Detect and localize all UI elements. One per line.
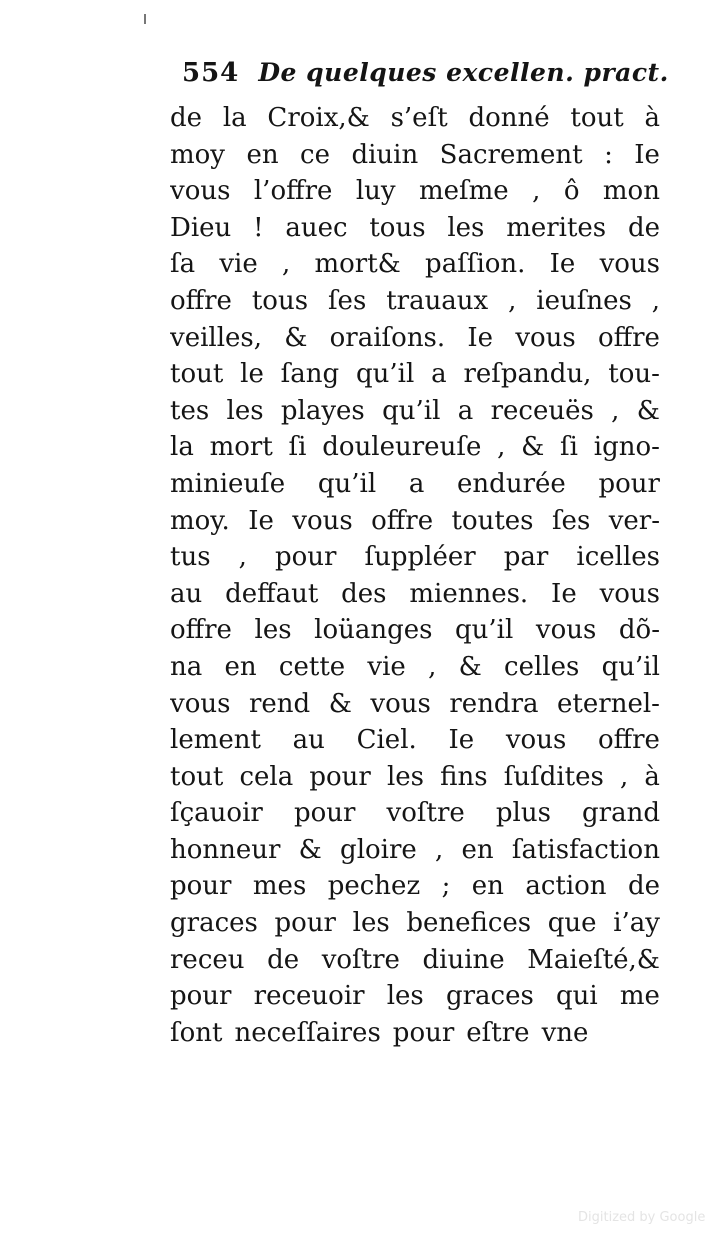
word: pour <box>274 542 337 573</box>
word: les <box>447 212 485 243</box>
word: celles <box>504 651 580 682</box>
word: fins <box>440 761 488 792</box>
word: ſang <box>280 359 340 390</box>
word: lement <box>170 725 261 756</box>
word: receu <box>170 944 245 975</box>
word: la <box>170 432 194 463</box>
word: ce <box>300 139 330 170</box>
text-line <box>170 868 660 905</box>
word: ſes <box>551 505 591 536</box>
word: qu’il <box>317 468 377 499</box>
word: playes <box>280 395 365 426</box>
word: a <box>408 468 425 499</box>
word: ſçauoir <box>170 798 263 829</box>
word: pour <box>598 468 660 499</box>
word: deffaut <box>225 578 319 609</box>
word: le <box>240 359 264 390</box>
word: action <box>525 871 607 902</box>
word: les <box>226 395 264 426</box>
word: vous <box>505 725 567 756</box>
word: Ie <box>549 249 576 280</box>
word: , <box>497 432 506 463</box>
word: gloire <box>340 834 417 865</box>
word: ſes <box>327 285 367 316</box>
word: ſatisfaction <box>511 834 660 865</box>
text-line <box>170 466 660 503</box>
word: s’eſt <box>390 103 448 133</box>
word: voſtre <box>321 944 400 975</box>
text-line <box>170 978 660 1015</box>
text-line <box>170 137 660 174</box>
word: tout <box>570 103 624 133</box>
word: , <box>281 249 291 280</box>
word: mes <box>252 871 307 902</box>
word: vous <box>170 176 231 207</box>
word: donné <box>468 103 550 133</box>
word: loüanges <box>314 615 433 646</box>
word: tous <box>369 212 426 243</box>
word: icelles <box>576 542 660 573</box>
text-line <box>170 1015 660 1052</box>
word: en <box>224 651 257 682</box>
text-line <box>170 905 660 942</box>
word: vous <box>599 249 660 280</box>
word: a <box>457 395 474 426</box>
word: neceſſaires <box>234 1017 381 1048</box>
word: les <box>352 908 390 939</box>
word: voſtre <box>386 798 465 829</box>
word: ſa <box>170 249 196 280</box>
text-line <box>170 173 660 210</box>
word: pechez <box>327 871 421 902</box>
word: Ie <box>551 578 577 609</box>
text-line <box>170 100 660 137</box>
word: ſuppléer <box>364 542 476 573</box>
text-line <box>170 759 660 796</box>
word: cette <box>278 651 346 682</box>
word: meſme <box>418 176 509 207</box>
text-line <box>170 686 660 723</box>
word: Ciel. <box>356 725 417 756</box>
word: & <box>636 395 660 426</box>
word: receuës <box>490 395 594 426</box>
word: vous <box>370 688 431 719</box>
word: vous <box>599 578 660 609</box>
text-line <box>170 246 660 283</box>
word: graces <box>445 981 534 1012</box>
text-line <box>170 356 660 393</box>
word: tus <box>170 542 211 573</box>
body-text <box>170 100 660 1051</box>
word: ô <box>563 176 580 207</box>
word: de <box>170 103 203 133</box>
word: merites <box>506 212 607 243</box>
word: la <box>222 103 247 133</box>
word: auec <box>285 212 348 243</box>
word: diuine <box>422 944 505 975</box>
word: douleureuſe <box>322 432 482 463</box>
word: veilles, <box>170 322 263 353</box>
word: vous <box>292 505 353 536</box>
word: & <box>298 834 322 865</box>
word: vous <box>515 322 576 353</box>
word: offre <box>598 725 660 756</box>
word: pour <box>274 908 336 939</box>
word: l’offre <box>253 176 333 207</box>
word: tout <box>170 761 224 792</box>
word: en <box>246 139 279 170</box>
word: en <box>461 834 494 865</box>
word: miennes. <box>409 578 529 609</box>
word: , <box>532 176 541 207</box>
stray-ink-mark <box>144 14 146 24</box>
word: moy <box>170 139 225 170</box>
page-number: 554 <box>182 58 240 88</box>
text-line <box>170 722 660 759</box>
word: ieuſnes <box>536 285 632 316</box>
word: au <box>292 725 325 756</box>
word: toutes <box>451 505 534 536</box>
word: offre <box>371 505 434 536</box>
word: de <box>627 212 660 243</box>
word: tous <box>251 285 309 316</box>
word: eſtre <box>466 1017 530 1048</box>
word: Ie <box>634 139 660 170</box>
word: mon <box>602 176 660 207</box>
word: de <box>627 871 660 902</box>
word: benefices <box>406 908 532 939</box>
word: pour <box>293 798 356 829</box>
text-line <box>170 429 660 466</box>
word: honneur <box>170 834 281 865</box>
word: & <box>521 432 545 463</box>
word: pour <box>170 871 232 902</box>
word: & <box>328 688 352 719</box>
word: receuoir <box>253 981 365 1012</box>
word: ver- <box>608 505 660 536</box>
word: grand <box>582 798 660 829</box>
word: dõ- <box>618 615 660 646</box>
word: paſſion. <box>425 249 526 280</box>
word: moy. <box>170 505 230 536</box>
word: rend <box>248 688 311 719</box>
word: en <box>471 871 504 902</box>
word: ſont <box>170 1017 223 1048</box>
word: pour <box>309 761 371 792</box>
word: qu’il <box>382 395 441 426</box>
word: Dieu <box>170 212 232 243</box>
word: , <box>611 395 620 426</box>
word: Ie <box>467 322 494 353</box>
word: ! <box>253 212 264 243</box>
text-line <box>170 832 660 869</box>
page-header <box>182 58 669 98</box>
word: endurée <box>457 468 566 499</box>
word: offre <box>597 322 660 353</box>
word: les <box>386 981 424 1012</box>
word: mort <box>209 432 273 463</box>
word: : <box>604 139 613 170</box>
word: me <box>619 981 660 1012</box>
word: , <box>651 285 660 316</box>
word: , <box>238 542 247 573</box>
word: oraiſons. <box>329 322 446 353</box>
word: & <box>458 651 482 682</box>
word: offre <box>170 615 232 646</box>
word: ſi <box>288 432 307 463</box>
word: vous <box>170 688 231 719</box>
word: minieuſe <box>170 468 286 499</box>
word: na <box>170 651 203 682</box>
word: que <box>547 908 597 939</box>
word: qu’il <box>601 651 660 682</box>
word: reſpandu, <box>463 359 592 390</box>
text-line <box>170 795 660 832</box>
word: tout <box>170 359 224 390</box>
word: cela <box>239 761 294 792</box>
word: tou- <box>608 359 660 390</box>
word: Ie <box>448 725 475 756</box>
text-line <box>170 320 660 357</box>
word: pour <box>170 981 232 1012</box>
running-title: De quelques excellen. pract. <box>258 58 669 87</box>
word: ſi <box>560 432 578 463</box>
word: de <box>267 944 300 975</box>
word: rendra <box>449 688 539 719</box>
word: trauaux <box>386 285 489 316</box>
text-line <box>170 210 660 247</box>
text-line <box>170 612 660 649</box>
word: Ie <box>248 505 274 536</box>
word: igno- <box>593 432 660 463</box>
word: ſuſdites <box>503 761 604 792</box>
word: à <box>644 761 660 792</box>
word: i’ay <box>613 908 660 939</box>
word: vie <box>367 651 406 682</box>
word: vous <box>535 615 597 646</box>
word: & <box>284 322 308 353</box>
word: a <box>431 359 447 390</box>
word: les <box>254 615 292 646</box>
word: des <box>341 578 387 609</box>
word: à <box>644 103 660 133</box>
word: vie <box>219 249 258 280</box>
word: tes <box>170 395 210 426</box>
text-line <box>170 942 660 979</box>
word: graces <box>170 908 258 939</box>
word: pour <box>392 1017 455 1048</box>
word: qu’il <box>356 359 415 390</box>
word: plus <box>495 798 551 829</box>
word: eternel- <box>557 688 660 719</box>
word: qu’il <box>455 615 514 646</box>
word: , <box>620 761 629 792</box>
word: vne <box>541 1017 589 1048</box>
word: , <box>435 834 444 865</box>
word: , <box>428 651 437 682</box>
word: , <box>508 285 517 316</box>
word: Maieſté,& <box>527 944 660 975</box>
word: diuin <box>351 139 419 170</box>
text-line <box>170 393 660 430</box>
word: offre <box>170 285 232 316</box>
text-line <box>170 503 660 540</box>
word: mort& <box>314 249 401 280</box>
word: au <box>170 578 203 609</box>
word: les <box>386 761 425 792</box>
text-line <box>170 649 660 686</box>
text-line <box>170 283 660 320</box>
watermark: Digitized by Google <box>578 1210 706 1225</box>
word: Croix,& <box>267 103 370 133</box>
word: qui <box>556 981 598 1012</box>
text-line <box>170 576 660 613</box>
word: Sacrement <box>439 139 583 170</box>
word: ; <box>441 871 451 902</box>
word: luy <box>355 176 396 207</box>
word: par <box>503 542 549 573</box>
text-line <box>170 539 660 576</box>
